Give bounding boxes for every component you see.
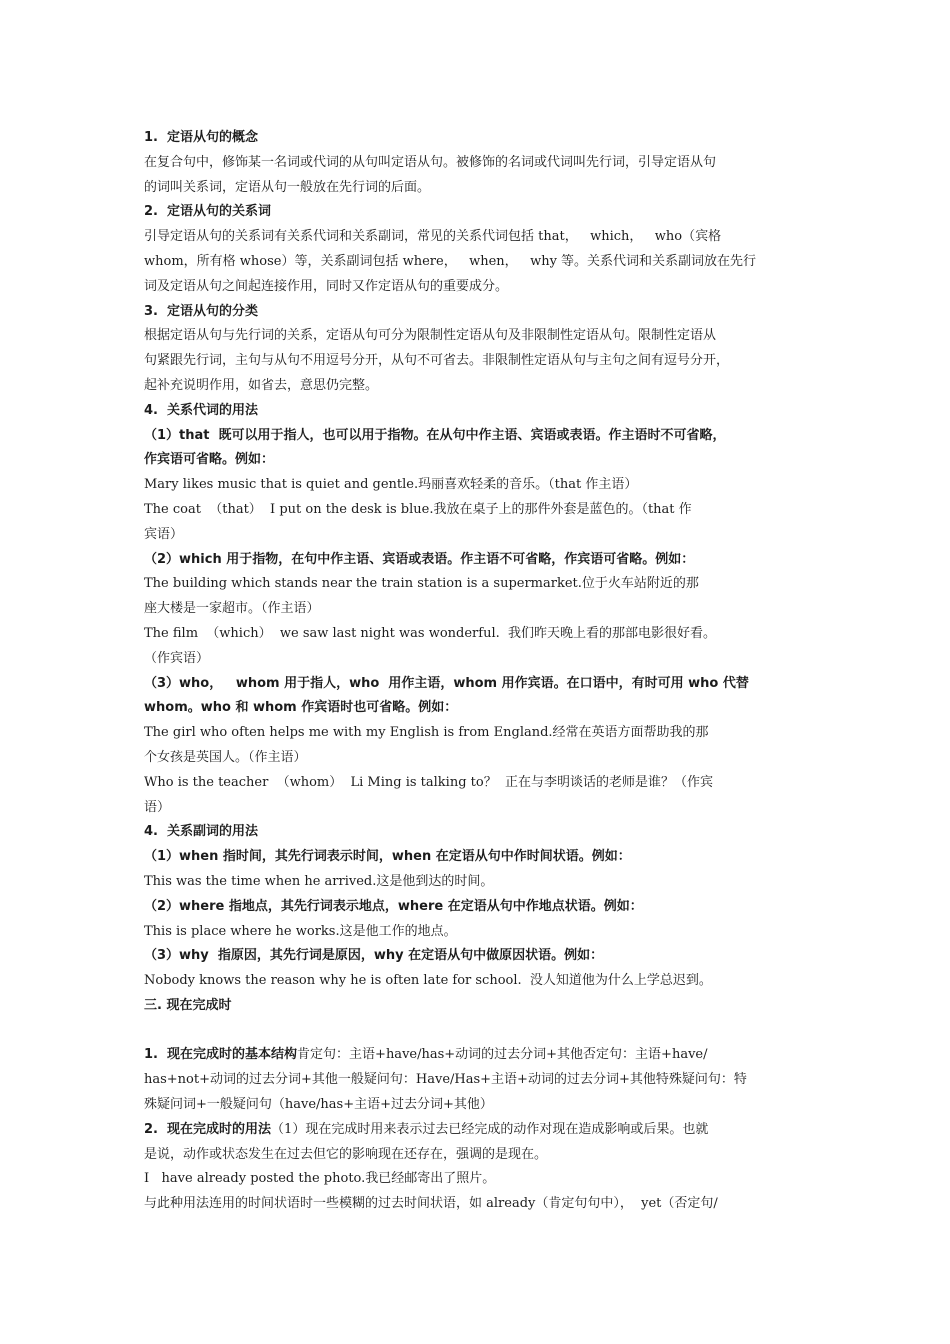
body-line: 是说，动作或状态发生在过去但它的影响现在还存在，强调的是现在。: [144, 1146, 548, 1162]
inline-heading: 2. 现在完成时的用法: [144, 1121, 272, 1137]
body-line: 宾语）: [144, 526, 184, 542]
body-line: 起补充说明作用，如省去，意思仍完整。: [144, 377, 379, 393]
rule-statement: （2）which 用于指物，在句中作主语、宾语或表语。作主语不可省略，作宾语可省略。例如：: [144, 551, 695, 567]
body-line: 在复合句中，修饰某一名词或代词的从句叫定语从句。被修饰的名词或代词叫先行词，引导定语从句: [144, 154, 717, 170]
body-line: Nobody knows the reason why he is often late for school. 没人知道他为什么上学总迟到。: [144, 973, 712, 989]
section-heading: 4. 关系代词的用法: [144, 402, 259, 418]
body-line: Who is the teacher （whom） Li Ming is talking to？ 正在与李明谈话的老师是谁？（作宾: [144, 774, 713, 790]
body-line: Mary likes music that is quiet and gentle.玛丽喜欢轻柔的音乐。（that 作主语）: [144, 477, 638, 493]
body-line: 的词叫关系词，定语从句一般放在先行词的后面。: [144, 179, 431, 195]
body-line: The building which stands near the train station is a supermarket.位于火车站附近的那: [144, 576, 699, 592]
body-line: （作宾语）: [144, 650, 210, 666]
body-line: The coat （that） I put on the desk is blue.我放在桌子上的那件外套是蓝色的。（that 作: [144, 501, 692, 517]
rule-statement: （3）who， whom 用于指人，who 用作主语，whom 用作宾语。在口语中，有时可用 who 代替: [144, 675, 749, 691]
section-heading: 3. 定语从句的分类: [144, 303, 259, 319]
section-heading: 4. 关系副词的用法: [144, 824, 259, 840]
rule-statement: 作宾语可省略。例如：: [144, 452, 275, 468]
rule-statement: （2）where 指地点，其先行词表示地点，where 在定语从句中作地点状语。例如：: [144, 898, 643, 914]
body-line: 语）: [144, 799, 171, 815]
inline-heading: 1. 现在完成时的基本结构: [144, 1047, 298, 1063]
blank-line: [144, 1019, 816, 1044]
document-page: [144, 126, 816, 1217]
rule-statement: （1）that 既可以用于指人，也可以用于指物。在从句中作主语、宾语或表语。作主语时不可省略，: [144, 427, 726, 443]
rule-statement: （1）when 指时间，其先行词表示时间，when 在定语从句中作时间状语。例如：: [144, 849, 631, 865]
body-line: whom，所有格 whose）等，关系副词包括 where， when， why 等。关系代词和关系副词放在先行: [144, 253, 757, 269]
body-line: This was the time when he arrived.这是他到达的时间。: [144, 873, 494, 889]
body-line: The film （which） we saw last night was wonderful. 我们昨天晚上看的那部电影很好看。: [144, 625, 716, 641]
body-line: I have already posted the photo.我已经邮寄出了照片。: [144, 1171, 496, 1187]
section-heading: 2. 定语从句的关系词: [144, 204, 272, 220]
body-line: has+not+动词的过去分词+其他一般疑问句：Have/Has+主语+动词的过去分词+其他特殊疑问句：特: [144, 1072, 747, 1088]
body-line: 座大楼是一家超市。（作主语）: [144, 601, 320, 617]
inline-text: 肯定句：主语+have/has+动词的过去分词+其他否定句：主语+have/: [297, 1047, 708, 1063]
section-heading: 1. 定语从句的概念: [144, 130, 259, 145]
body-line: 个女孩是英国人。（作主语）: [144, 749, 307, 765]
numbered-paragraph-line: [144, 1043, 816, 1068]
body-line: 句紧跟先行词，主句与从句不用逗号分开，从句不可省去。非限制性定语从句与主句之间有逗号分开，: [144, 353, 730, 369]
rule-statement: whom。who 和 whom 作宾语时也可省略。例如：: [144, 700, 458, 716]
numbered-paragraph-line: [144, 1118, 816, 1143]
body-line: The girl who often helps me with my English is from England.经常在英语方面帮助我的那: [144, 725, 709, 741]
inline-text: （1）现在完成时用来表示过去已经完成的动作对现在造成影响或后果。也就: [271, 1121, 709, 1137]
body-line: 根据定语从句与先行词的关系，定语从句可分为限制性定语从句及非限制性定语从句。限制性定语从: [144, 328, 717, 344]
body-line: This is place where he works.这是他工作的地点。: [144, 923, 457, 939]
body-line: 与此种用法连用的时间状语时一些模糊的过去时间状语，如 already（肯定句句中）， yet（否定句/: [144, 1196, 718, 1212]
body-line: 词及定语从句之间起连接作用，同时又作定语从句的重要成分。: [144, 278, 509, 294]
body-line: 引导定语从句的关系词有关系代词和关系副词，常见的关系代词包括 that， which， who（宾格: [144, 229, 722, 245]
section-heading: 三. 现在完成时: [144, 997, 232, 1013]
body-line: 殊疑问词+一般疑问句（have/has+主语+过去分词+其他）: [144, 1097, 493, 1113]
rule-statement: （3）why 指原因，其先行词是原因，why 在定语从句中做原因状语。例如：: [144, 948, 604, 964]
